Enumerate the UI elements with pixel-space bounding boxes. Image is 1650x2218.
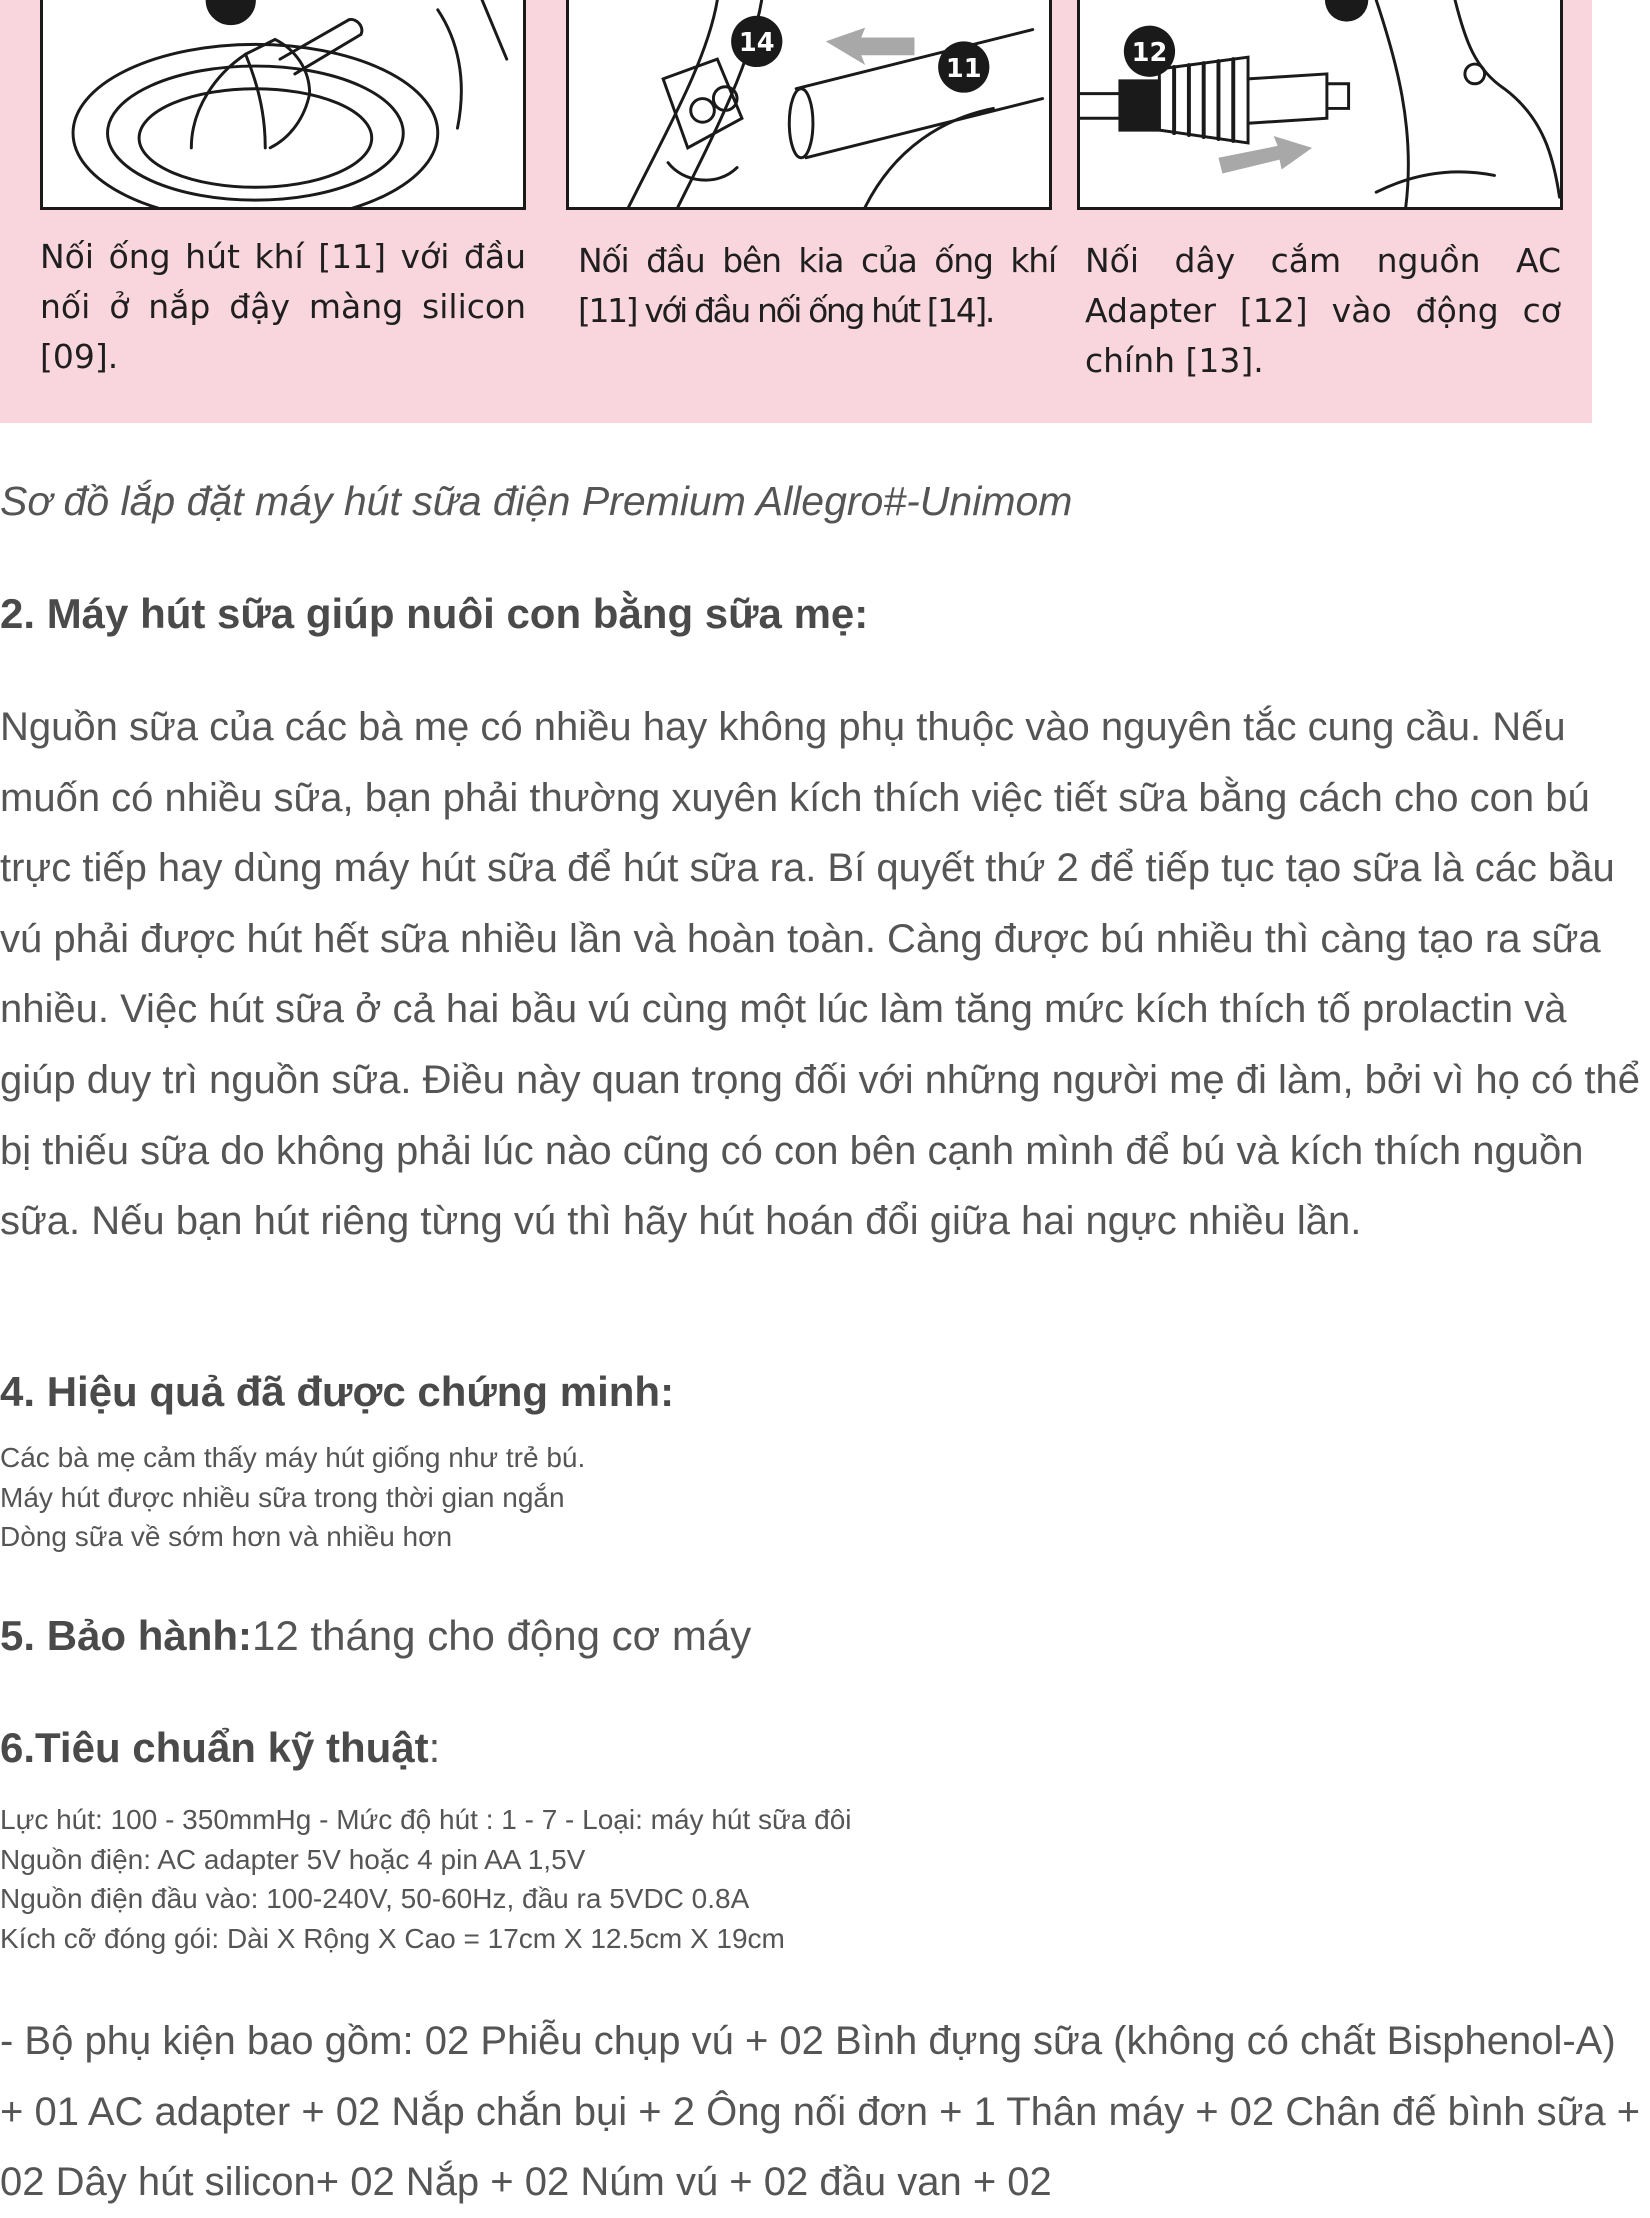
- badge-14-icon: [731, 16, 782, 67]
- section-4-heading: 4. Hiệu quả đã được chứng minh:: [0, 1368, 675, 1415]
- list-item: Dòng sữa về sớm hơn và nhiều hơn: [0, 1521, 453, 1552]
- spec-heading: 6.Tiêu chuẩn kỹ thuật:: [0, 1724, 441, 1771]
- svg-text:14: 14: [738, 28, 775, 59]
- step-3-caption: Nối dây cắm nguồn AC Adapter [12] vào động cơ chính [13].: [1085, 241, 1561, 380]
- list-item: Các bà mẹ cảm thấy máy hút giống như trẻ bú.: [0, 1442, 586, 1473]
- accessories-paragraph: - Bộ phụ kiện bao gồm: 02 Phiễu chụp vú + 02 Bình đựng sữa (không có chất Bisphenol-A) + 01 AC adapter + 02 Nắp chắn bụi + 2 Ông nối đơn + 1 Thân máy + 02 Chân đế bình sữa + 02 Dây hút silicon+ 02 Nắp + 02 Núm vú + 02 đầu van + 02: [0, 2019, 1641, 2205]
- list-item: Nguồn điện đầu vào: 100-240V, 50-60Hz, đầu ra 5VDC 0.8A: [0, 1883, 750, 1914]
- section-4-list: [0, 1438, 585, 1557]
- step-1-illustration: [40, 0, 526, 210]
- svg-text:12: 12: [1131, 38, 1168, 69]
- instruction-panel: [0, 0, 1592, 423]
- step-2-illustration: [566, 0, 1052, 210]
- arrow-left-icon: [826, 28, 915, 65]
- section-2-paragraph: Nguồn sữa của các bà mẹ có nhiều hay không phụ thuộc vào nguyên tắc cung cầu. Nếu muốn có nhiều sữa, bạn phải thường xuyên kích thích việc tiết sữa bằng cách cho con bú trực tiếp hay dùng máy hút sữa để hút sữa ra. Bí quyết thứ 2 để tiếp tục tạo sữa là các bầu vú phải được hút hết sữa nhiều lần và hoàn toàn. Càng được bú nhiều thì càng tạo ra sữa nhiều. Việc hút sữa ở cả hai bầu vú cùng một lúc làm tăng mức kích thích tố prolactin và giúp duy trì nguồn sữa. Điều này quan trọng đối với những người mẹ đi làm, bởi vì họ có thể bị thiếu sữa do không phải lúc nào cũng có con bên cạnh mình để bú và kích thích nguồn sữa. Nếu bạn hút riêng từng vú thì hãy hút hoán đổi giữa hai ngực nhiều lần.: [0, 705, 1640, 1244]
- badge-13-icon: [1325, 0, 1368, 22]
- list-item: Máy hút được nhiều sữa trong thời gian ngắn: [0, 1481, 565, 1513]
- svg-text:11: 11: [945, 53, 982, 84]
- ac-adapter-plug-icon: [1080, 0, 1560, 207]
- step-1-caption: Nối ống hút khí [11] với đầu nối ở nắp đậy màng silicon [09].: [40, 237, 526, 376]
- spec-list: [0, 1800, 852, 1958]
- step-2-caption: Nối đầu bên kia của ống khí [11] với đầu nối ống hút [14].: [578, 241, 1056, 330]
- silicone-cap-icon: [43, 0, 523, 207]
- list-item: Lực hút: 100 - 350mmHg - Mức độ hút : 1 - 7 - Loại: máy hút sữa đôi: [0, 1804, 852, 1835]
- image-caption: Sơ đồ lắp đặt máy hút sữa điện Premium Allegro#-Unimom: [0, 478, 1073, 524]
- warranty-value: 12 tháng cho động cơ máy: [252, 1612, 752, 1659]
- warranty-label: 5. Bảo hành:: [0, 1612, 253, 1659]
- list-item: Nguồn điện: AC adapter 5V hoặc 4 pin AA 1,5V: [0, 1843, 586, 1875]
- warranty-line: [0, 1612, 751, 1660]
- badge-11-icon: [938, 41, 989, 92]
- badge-12-icon: [1124, 26, 1175, 77]
- step-3-illustration: [1077, 0, 1563, 210]
- list-item: Kích cỡ đóng gói: Dài X Rộng X Cao = 17cm X 12.5cm X 19cm: [0, 1922, 785, 1954]
- section-2-heading: 2. Máy hút sữa giúp nuôi con bằng sữa mẹ:: [0, 590, 869, 637]
- spec-label: 6.Tiêu chuẩn kỹ thuật: [0, 1724, 429, 1771]
